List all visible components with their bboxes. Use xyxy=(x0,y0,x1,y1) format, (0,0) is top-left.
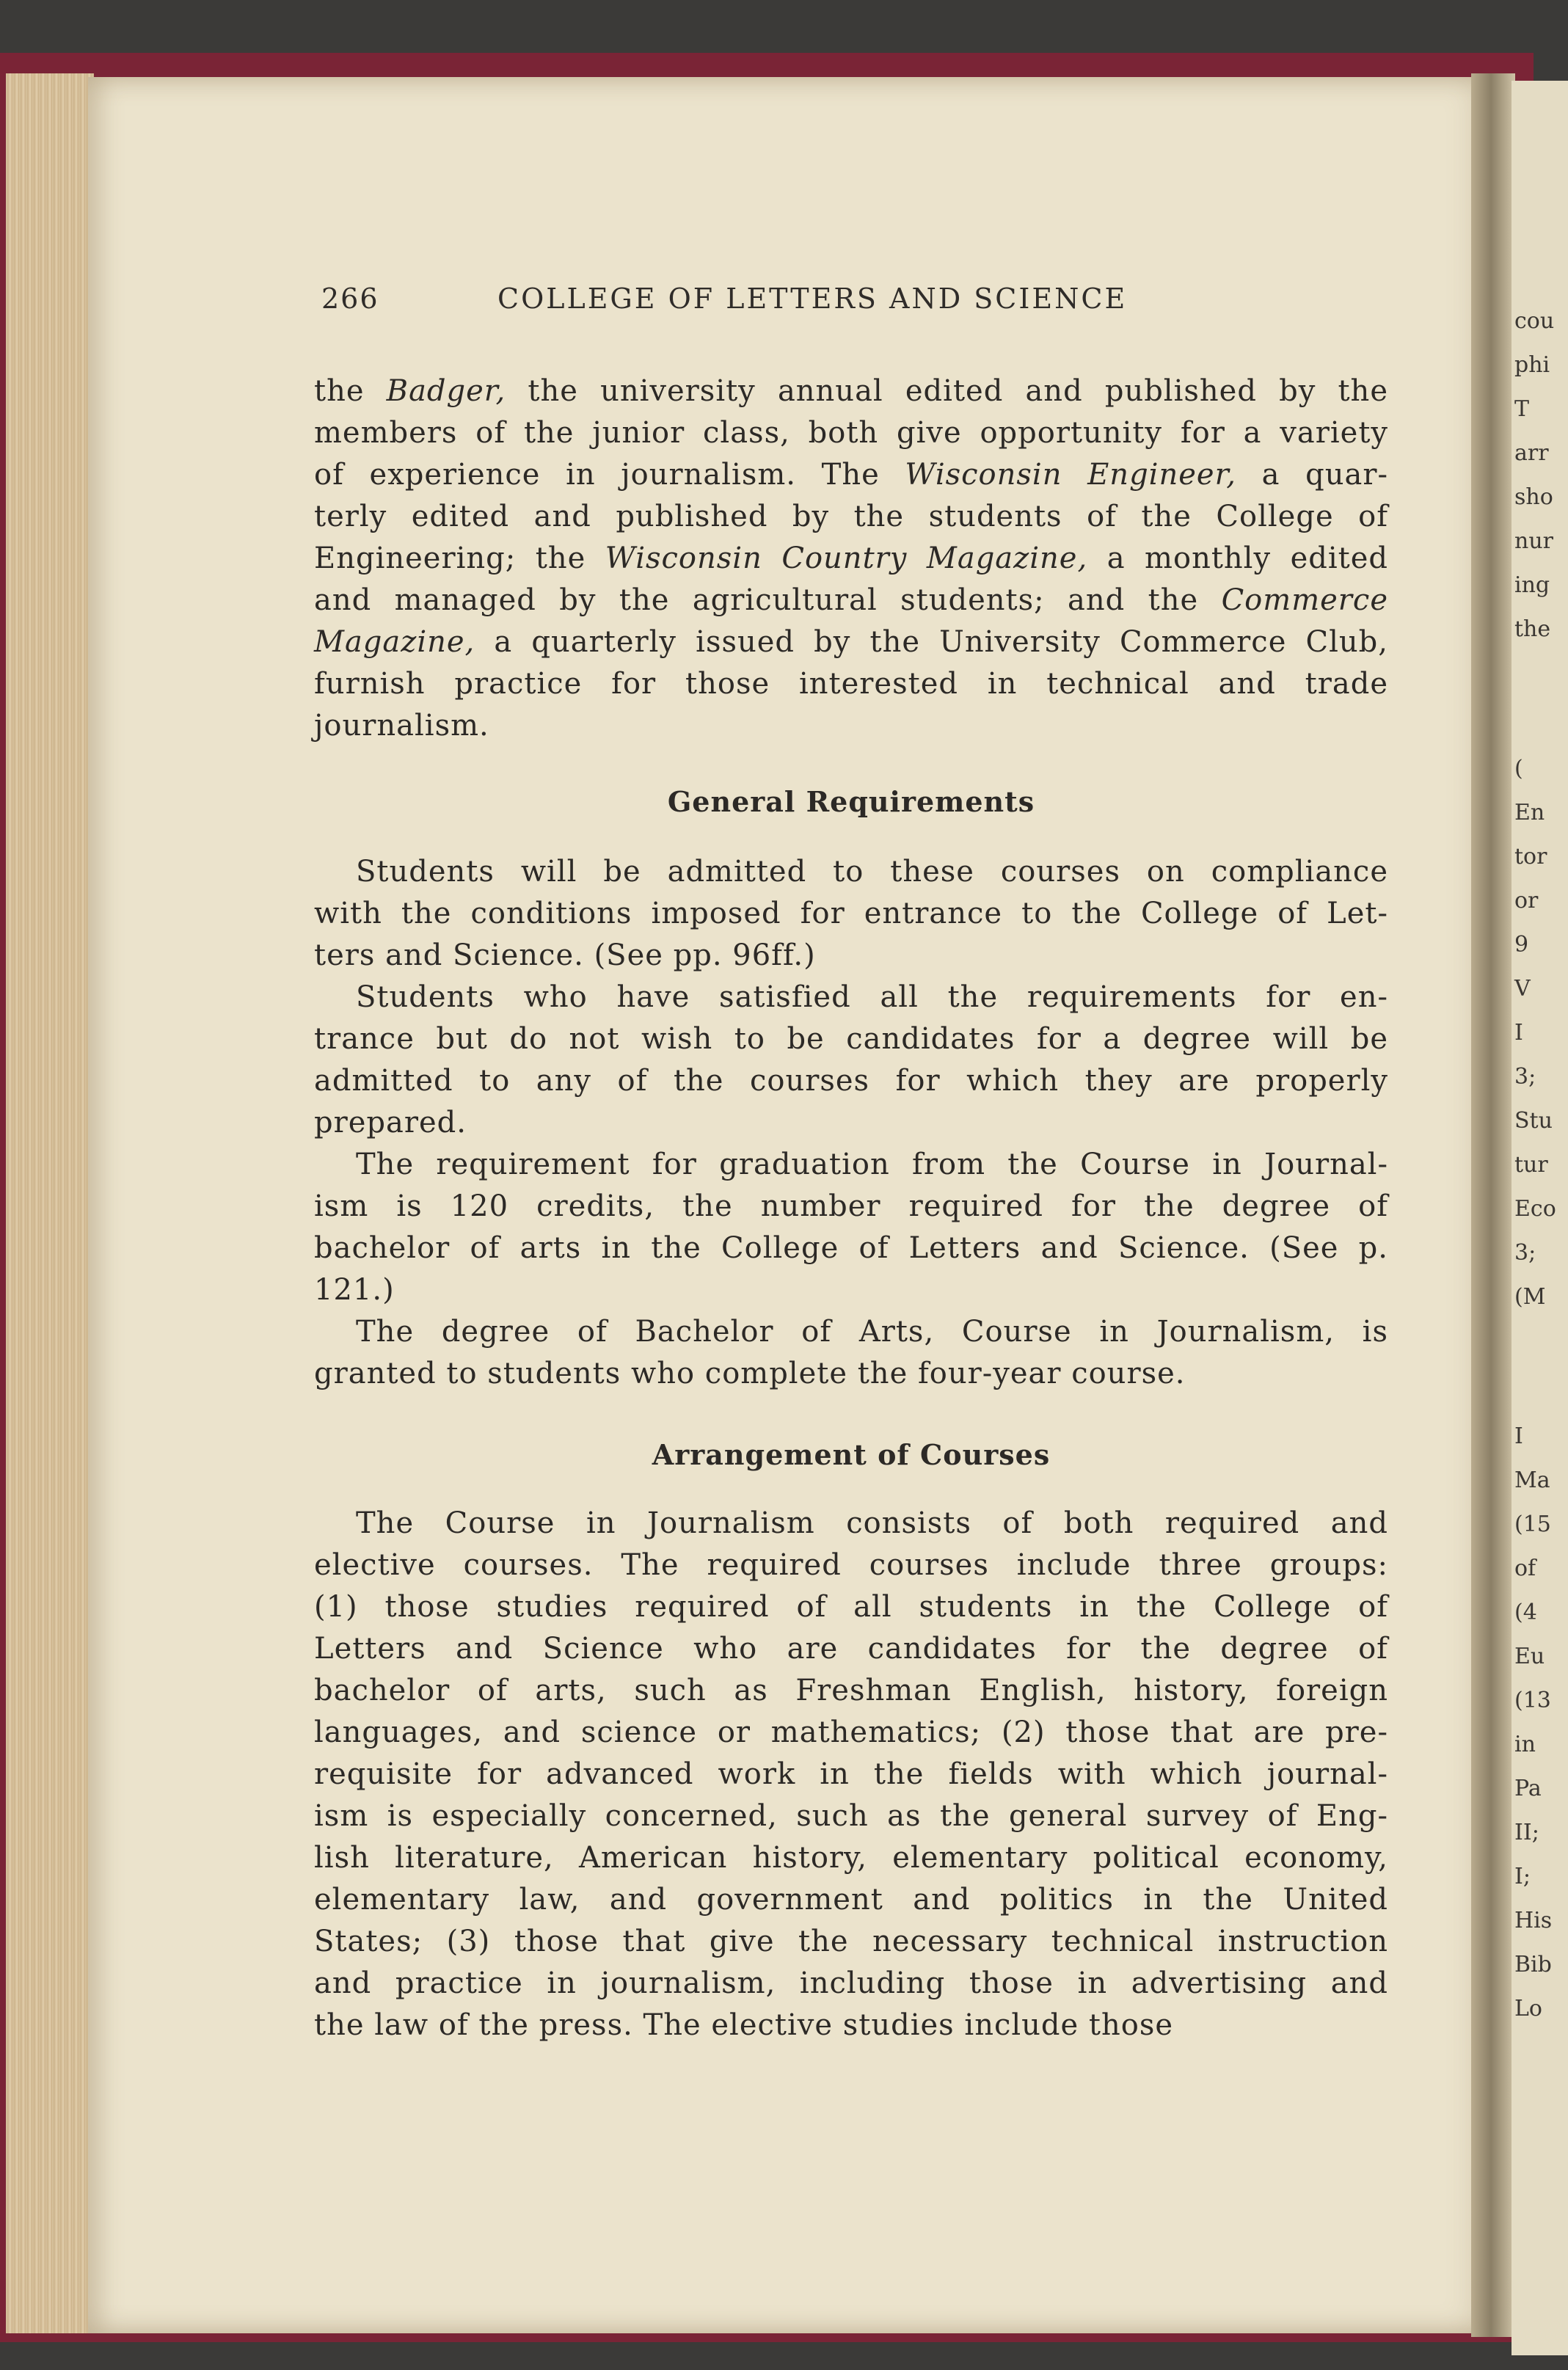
facing-page-text: ing xyxy=(1514,572,1550,598)
facing-page-text: ( xyxy=(1514,756,1523,781)
facing-page-text: tor xyxy=(1514,844,1547,869)
facing-page-text: in xyxy=(1514,1732,1536,1757)
text-line: requisite for advanced work in the fields with which journal- xyxy=(314,1757,1388,1791)
facing-page-text: Lo xyxy=(1514,1996,1542,2021)
facing-page-text: cou xyxy=(1514,308,1555,334)
paragraph-general-requirements xyxy=(314,851,1388,1395)
text-line: ters and Science. (See pp. 96ff.) xyxy=(314,938,816,972)
text-line: The Course in Journalism consists of both required and xyxy=(356,1506,1388,1540)
facing-page-text: 9 xyxy=(1514,932,1529,958)
facing-page-text: (4 xyxy=(1514,1600,1537,1625)
running-title: COLLEGE OF LETTERS AND SCIENCE xyxy=(497,282,1128,315)
facing-page-text: 3; xyxy=(1514,1240,1536,1266)
text-line: Students who have satisfied all the requirements for en- xyxy=(356,980,1388,1014)
text-line: trance but do not wish to be candidates for a degree will be xyxy=(314,1022,1388,1056)
text-line: The degree of Bachelor of Arts, Course in Journalism, is xyxy=(356,1315,1388,1349)
text-line: bachelor of arts in the College of Letters and Science. (See p. xyxy=(314,1231,1388,1265)
text-line: furnish practice for those interested in technical and trade xyxy=(314,667,1388,701)
facing-page-text: I xyxy=(1514,1423,1523,1449)
facing-page-text: (13 xyxy=(1514,1688,1551,1713)
text-line: admitted to any of the courses for which they are properly xyxy=(314,1064,1388,1098)
paragraph-badger xyxy=(314,371,1388,747)
text-line: with the conditions imposed for entrance to the College of Let- xyxy=(314,897,1388,930)
italic-title: Magazine, xyxy=(314,625,475,659)
text-line: elective courses. The required courses include three groups: xyxy=(314,1548,1388,1582)
facing-page-text: II; xyxy=(1514,1820,1539,1845)
facing-page-text: Bib xyxy=(1514,1952,1552,1977)
facing-page-text: V xyxy=(1514,976,1531,1002)
text-line: Magazine, a quarterly issued by the University Commerce Club, xyxy=(314,625,1388,659)
text-line: lish literature, American history, elementary political economy, xyxy=(314,1841,1388,1875)
facing-page-text: I xyxy=(1514,1020,1523,1046)
italic-title: Wisconsin Country Magazine, xyxy=(605,542,1088,575)
facing-page-text: or xyxy=(1514,888,1539,914)
book-gutter xyxy=(1471,73,1515,2337)
text-line: of experience in journalism. The Wisconsin Engineer, a quar- xyxy=(314,458,1388,492)
text-line: States; (3) those that give the necessary technical instruction xyxy=(314,1925,1388,1958)
text-line: Students will be admitted to these courses on compliance xyxy=(356,855,1388,889)
facing-page-text: arr xyxy=(1514,440,1549,466)
facing-page-text: Stu xyxy=(1514,1108,1553,1134)
text-line: the law of the press. The elective studies include those xyxy=(314,2008,1174,2042)
text-line: bachelor of arts, such as Freshman English, history, foreign xyxy=(314,1674,1388,1707)
text-line: ism is 120 credits, the number required for the degree of xyxy=(314,1189,1388,1223)
facing-page-text: the xyxy=(1514,616,1551,642)
text-line: journalism. xyxy=(314,709,489,743)
italic-title: Badger, xyxy=(386,374,506,408)
paragraph-arrangement xyxy=(314,1503,1388,2046)
facing-page-text: sho xyxy=(1514,484,1553,510)
text-line: Engineering; the Wisconsin Country Magazine, a monthly edited xyxy=(314,542,1389,575)
facing-page-text: Eu xyxy=(1514,1644,1545,1669)
text-line: and managed by the agricultural students; and the Commerce xyxy=(314,583,1388,617)
facing-page-text: Pa xyxy=(1514,1776,1542,1801)
italic-title: Wisconsin Engineer, xyxy=(905,458,1237,492)
facing-page-text: 3; xyxy=(1514,1064,1536,1090)
section-heading-general-requirements: General Requirements xyxy=(667,785,1035,818)
text-line: terly edited and published by the students of the College of xyxy=(314,500,1388,533)
facing-page-text: T xyxy=(1514,396,1530,422)
text-line: prepared. xyxy=(314,1106,467,1140)
text-line: ism is especially concerned, such as the general survey of Eng- xyxy=(314,1799,1388,1833)
text-line: elementary law, and government and politics in the United xyxy=(314,1883,1388,1917)
text-line: and practice in journalism, including those in advertising and xyxy=(314,1966,1388,2000)
facing-page-fragment xyxy=(1512,81,1568,2355)
facing-page-text: Ma xyxy=(1514,1467,1550,1493)
facing-page-text: His xyxy=(1514,1908,1553,1933)
text-line: 121.) xyxy=(314,1273,395,1307)
facing-page-text: (M xyxy=(1514,1284,1546,1310)
text-line: (1) those studies required of all students in the College of xyxy=(314,1590,1388,1624)
text-line: the Badger, the university annual edited and published by the xyxy=(314,374,1388,408)
text-line: The requirement for graduation from the Course in Journal- xyxy=(356,1148,1388,1181)
page-edges xyxy=(6,73,94,2333)
facing-page-text: Eco xyxy=(1514,1196,1556,1222)
italic-title: Commerce xyxy=(1221,583,1388,617)
section-heading-arrangement-of-courses: Arrangement of Courses xyxy=(652,1438,1051,1471)
facing-page-text: (15 xyxy=(1514,1512,1551,1537)
text-line: members of the junior class, both give opportunity for a variety xyxy=(314,416,1388,450)
facing-page-text: nur xyxy=(1514,528,1553,554)
facing-page-text: phi xyxy=(1514,352,1550,378)
facing-page-text: En xyxy=(1514,800,1545,825)
page-number: 266 xyxy=(321,282,379,315)
text-line: languages, and science or mathematics; (2) those that are pre- xyxy=(314,1715,1388,1749)
facing-page-text: I; xyxy=(1514,1864,1531,1889)
text-line: granted to students who complete the four-year course. xyxy=(314,1357,1186,1390)
facing-page-text: tur xyxy=(1514,1152,1548,1178)
text-line: Letters and Science who are candidates for the degree of xyxy=(314,1632,1388,1666)
facing-page-text: of xyxy=(1514,1556,1536,1581)
